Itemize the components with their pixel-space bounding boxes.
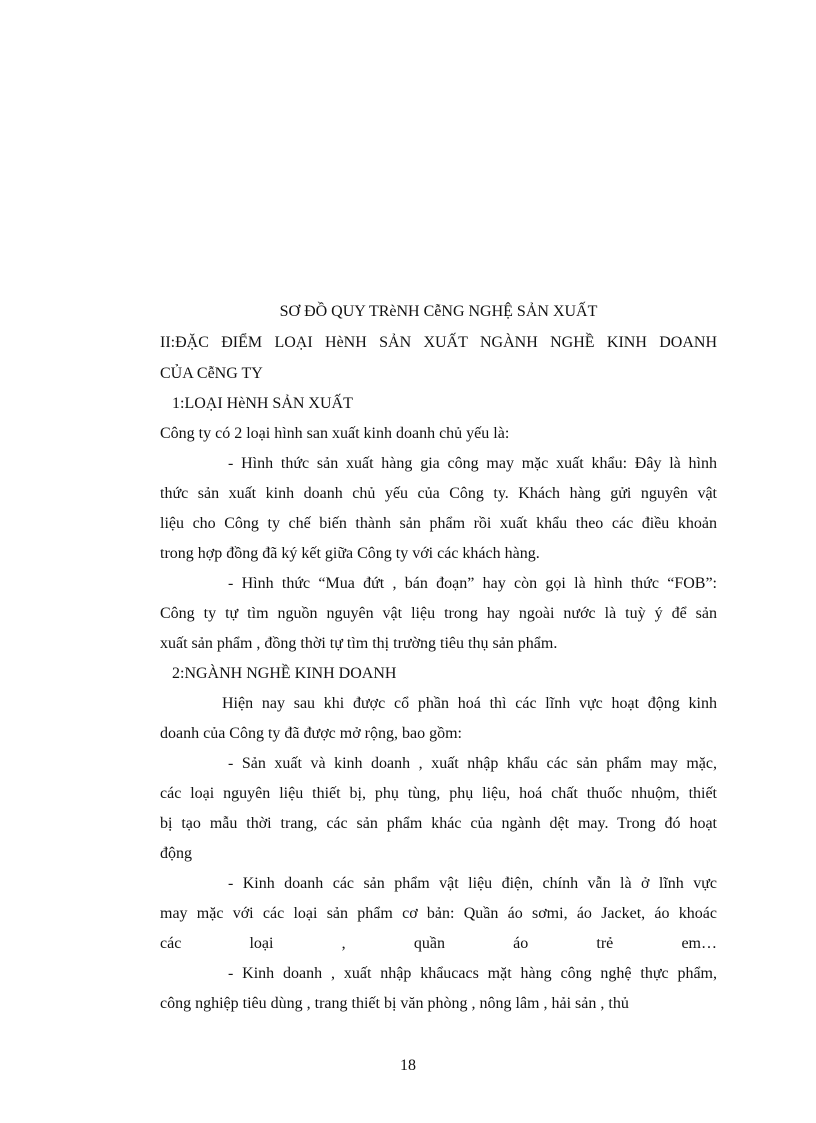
intro-2-line-2: doanh của Công ty đã được mở rộng, bao gồm: [160, 725, 462, 742]
page-number: 18 [400, 1057, 416, 1074]
item-1-line-1: - Sản xuất và kinh doanh , xuất nhập khẩu các sản phẩm may mặc, [228, 755, 717, 772]
item-1-line-3: bị tạo mẫu thời trang, các sản phẩm khác của ngành dệt may. Trong đó hoạt [160, 815, 717, 832]
intro-2-line-1: Hiện nay sau khi được cổ phần hoá thì các lĩnh vực hoạt động kinh [222, 695, 717, 712]
para-2-line-1: - Hình thức “Mua đứt , bán đoạn” hay còn gọi là hình thức “FOB”: [228, 575, 717, 592]
para-2-line-2: Công ty tự tìm nguồn nguyên vật liệu trong hay ngoài nước là tuỳ ý để sản [160, 605, 717, 622]
section-heading-line-1: II:ĐẶC ĐIỂM LOẠI HèNH SẢN XUẤT NGÀNH NGHỀ KINH DOANH [160, 334, 717, 351]
page-title: SƠ ĐỒ QUY TRèNH CễNG NGHỆ SẢN XUẤT [279, 303, 598, 320]
item-3-line-1: - Kinh doanh , xuất nhập khẩucacs mặt hàng công nghệ thực phẩm, [228, 965, 717, 982]
subsection-1-intro: Công ty có 2 loại hình san xuất kinh doanh chủ yếu là: [160, 425, 510, 442]
item-1-line-2: các loại nguyên liệu thiết bị, phụ tùng, phụ liệu, hoá chất thuốc nhuộm, thiết [160, 785, 717, 802]
item-1-line-4: động [160, 845, 192, 862]
subsection-2-heading: 2:NGÀNH NGHỀ KINH DOANH [172, 665, 397, 682]
item-2-line-2: may mặc với các loại sản phẩm cơ bản: Quần áo sơmi, áo Jacket, áo khoác [160, 905, 717, 922]
section-heading-line-2: CỦA CễNG TY [160, 365, 263, 382]
para-1-line-1: - Hình thức sản xuất hàng gia công may mặc xuất khẩu: Đây là hình [228, 455, 717, 472]
para-1-line-3: liệu cho Công ty chế biến thành sản phẩm rồi xuất khẩu theo các điều khoản [160, 515, 717, 532]
item-2-line-1: - Kinh doanh các sản phẩm vật liệu điện, chính vẫn là ở lĩnh vực [228, 875, 717, 892]
item-2-line-3: các loại , quần áo trẻ em… [160, 935, 717, 952]
para-1-line-4: trong hợp đồng đã ký kết giữa Công ty với các khách hàng. [160, 545, 540, 562]
subsection-1-heading: 1:LOẠI HèNH SẢN XUẤT [172, 395, 353, 412]
item-3-line-2: công nghiệp tiêu dùng , trang thiết bị văn phòng , nông lâm , hải sản , thủ [160, 995, 629, 1012]
para-2-line-3: xuất sản phẩm , đồng thời tự tìm thị trường tiêu thụ sản phẩm. [160, 635, 558, 652]
para-1-line-2: thức sản xuất kinh doanh chủ yếu của Công ty. Khách hàng gửi nguyên vật [160, 485, 717, 502]
